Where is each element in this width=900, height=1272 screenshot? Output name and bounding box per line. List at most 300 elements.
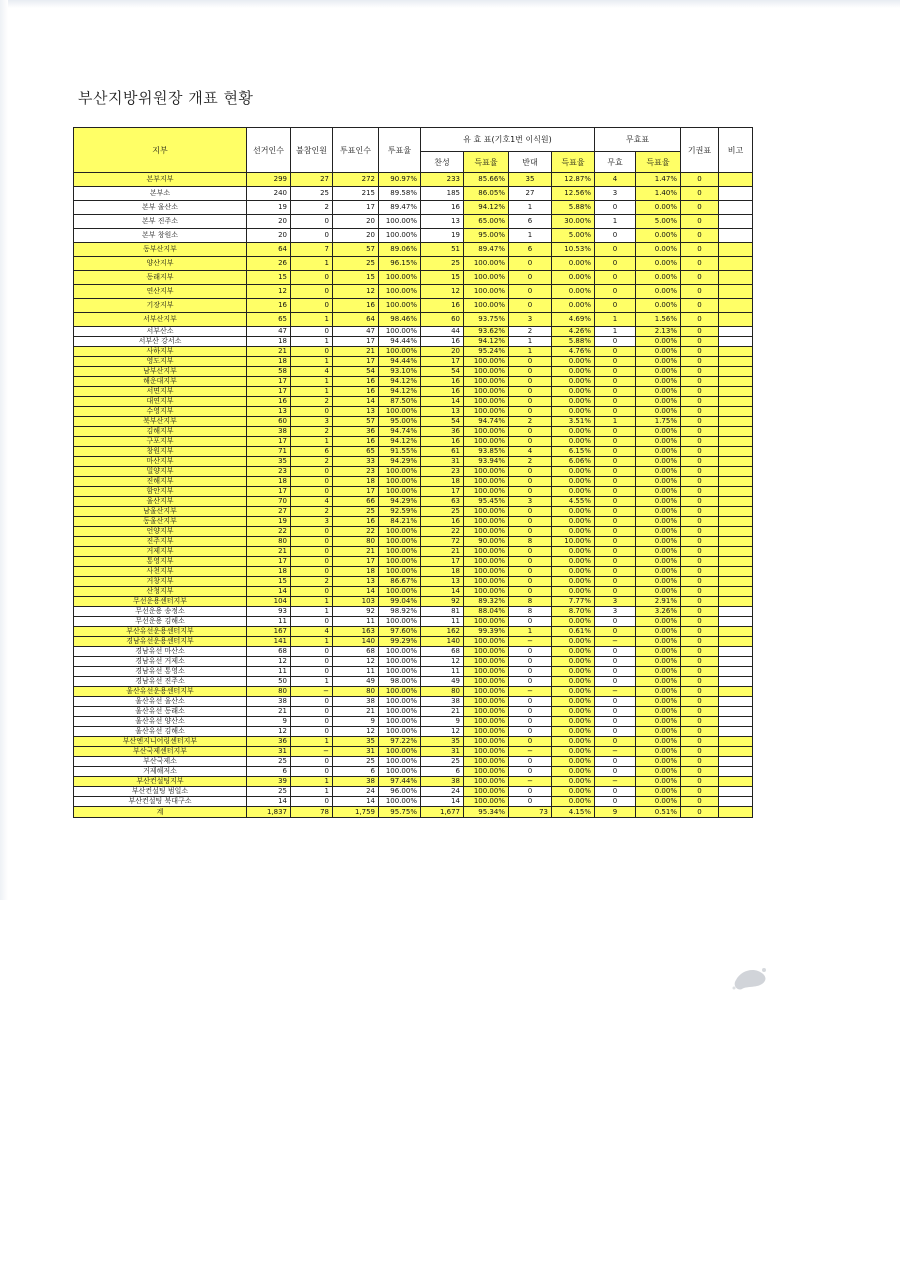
header-abstain: 기권표	[681, 128, 719, 173]
cell-voters: 33	[333, 457, 379, 467]
cell-abstain: 0	[681, 299, 719, 313]
cell-electors: 14	[247, 797, 291, 807]
table-row	[74, 447, 753, 457]
cell-invalid-rate: 0.00%	[636, 347, 681, 357]
cell-invalid: 0	[595, 647, 636, 657]
cell-absent: 0	[291, 467, 333, 477]
cell-turnout: 94.12%	[379, 437, 421, 447]
cell-turnout: 94.74%	[379, 427, 421, 437]
cell-absent: 1	[291, 313, 333, 327]
table-header	[74, 128, 753, 173]
cell-agree: 61	[421, 447, 464, 457]
cell-invalid: 0	[595, 517, 636, 527]
cell-agree-rate: 89.47%	[464, 243, 509, 257]
cell-absent: 0	[291, 697, 333, 707]
cell-agree-rate: 100.00%	[464, 727, 509, 737]
cell-note	[719, 357, 753, 367]
cell-disagree: −	[509, 747, 552, 757]
cell-voters: 12	[333, 285, 379, 299]
cell-agree-rate: 100.00%	[464, 667, 509, 677]
cell-absent: 3	[291, 517, 333, 527]
cell-invalid-rate: 0.00%	[636, 367, 681, 377]
cell-voters: 16	[333, 377, 379, 387]
cell-disagree: 0	[509, 787, 552, 797]
cell-agree: 13	[421, 577, 464, 587]
cell-agree: 60	[421, 313, 464, 327]
cell-name: 경남유선 거제소	[74, 657, 247, 667]
cell-voters: 16	[333, 437, 379, 447]
cell-absent: 2	[291, 457, 333, 467]
cell-disagree-rate: 0.00%	[552, 567, 595, 577]
cell-note	[719, 487, 753, 497]
cell-agree: 18	[421, 567, 464, 577]
cell-disagree: 0	[509, 547, 552, 557]
cell-disagree-rate: 0.00%	[552, 707, 595, 717]
cell-invalid: 0	[595, 587, 636, 597]
cell-invalid: 0	[595, 717, 636, 727]
table-row	[74, 527, 753, 537]
cell-turnout: 94.29%	[379, 497, 421, 507]
cell-invalid-rate: 0.00%	[636, 337, 681, 347]
cell-agree-rate: 100.00%	[464, 737, 509, 747]
cell-abstain: 0	[681, 747, 719, 757]
cell-electors: 22	[247, 527, 291, 537]
cell-electors: 65	[247, 313, 291, 327]
cell-turnout: 100.00%	[379, 271, 421, 285]
cell-absent: 1	[291, 357, 333, 367]
cell-voters: 54	[333, 367, 379, 377]
cell-voters: 57	[333, 243, 379, 257]
table-footer	[74, 807, 753, 818]
header-valid: 유 효 표(기호1번 이식원)	[421, 128, 595, 152]
cell-voters: 36	[333, 427, 379, 437]
table-row	[74, 357, 753, 367]
cell-abstain: 0	[681, 537, 719, 547]
cell-electors: 17	[247, 487, 291, 497]
cell-invalid: 3	[595, 187, 636, 201]
cell-disagree-rate: 0.00%	[552, 299, 595, 313]
cell-disagree: 4	[509, 447, 552, 457]
cell-disagree: 3	[509, 313, 552, 327]
cell-name: 김해지부	[74, 427, 247, 437]
cell-turnout: 100.00%	[379, 467, 421, 477]
table-row	[74, 747, 753, 757]
cell-abstain: 0	[681, 687, 719, 697]
cell-agree-rate: 100.00%	[464, 577, 509, 587]
cell-note	[719, 527, 753, 537]
cell-name: 서면지부	[74, 387, 247, 397]
cell-turnout: 100.00%	[379, 667, 421, 677]
cell-voters: 17	[333, 337, 379, 347]
cell-electors: 25	[247, 787, 291, 797]
cell-invalid: 0	[595, 737, 636, 747]
cell-disagree-rate: 12.87%	[552, 173, 595, 187]
cell-disagree: 6	[509, 243, 552, 257]
cell-agree-rate: 100.00%	[464, 747, 509, 757]
cell-agree: 36	[421, 427, 464, 437]
cell-absent: 0	[291, 567, 333, 577]
table-row	[74, 777, 753, 787]
cell-invalid: 1	[595, 215, 636, 229]
cell-disagree-rate: 0.00%	[552, 285, 595, 299]
cell-note	[719, 727, 753, 737]
header-agree: 찬성	[421, 152, 464, 173]
cell-agree: 72	[421, 537, 464, 547]
cell-voters: 13	[333, 577, 379, 587]
cell-voters: 9	[333, 717, 379, 727]
cell-electors: 14	[247, 587, 291, 597]
cell-invalid-rate: 0.00%	[636, 427, 681, 437]
cell-absent: 4	[291, 367, 333, 377]
cell-disagree-rate: 0.00%	[552, 487, 595, 497]
cell-turnout: 92.59%	[379, 507, 421, 517]
cell-disagree: 0	[509, 757, 552, 767]
cell-agree-rate: 100.00%	[464, 507, 509, 517]
cell-name: 무선운용 송정소	[74, 607, 247, 617]
cell-disagree: 0	[509, 587, 552, 597]
cell-turnout: 100.00%	[379, 299, 421, 313]
cell-invalid-rate: 0.00%	[636, 487, 681, 497]
cell-turnout: 98.00%	[379, 677, 421, 687]
cell-name: 거제지부	[74, 547, 247, 557]
cell-voters: 14	[333, 587, 379, 597]
cell-disagree: 0	[509, 487, 552, 497]
cell-invalid-rate: 0.00%	[636, 477, 681, 487]
table-row	[74, 367, 753, 377]
cell-note	[719, 271, 753, 285]
cell-invalid-rate: 1.75%	[636, 417, 681, 427]
cell-abstain: 0	[681, 347, 719, 357]
cell-turnout: 100.00%	[379, 567, 421, 577]
cell-invalid-rate: 0.00%	[636, 787, 681, 797]
cell-note	[719, 737, 753, 747]
cell-voters: 16	[333, 387, 379, 397]
cell-voters: 15	[333, 271, 379, 285]
cell-abstain: 0	[681, 557, 719, 567]
cell-agree: 14	[421, 797, 464, 807]
table-row	[74, 299, 753, 313]
cell-note	[719, 417, 753, 427]
cell-absent: 0	[291, 557, 333, 567]
cell-invalid-rate: 0.00%	[636, 647, 681, 657]
cell-disagree: 27	[509, 187, 552, 201]
table-row	[74, 467, 753, 477]
cell-invalid-rate: 0.00%	[636, 271, 681, 285]
cell-note	[719, 607, 753, 617]
cell-agree: 13	[421, 215, 464, 229]
cell-abstain: 0	[681, 397, 719, 407]
cell-electors: 11	[247, 667, 291, 677]
cell-agree: 19	[421, 229, 464, 243]
cell-note	[719, 313, 753, 327]
cell-name: 경남유선운용센터지부	[74, 637, 247, 647]
cell-agree: 18	[421, 477, 464, 487]
cell-electors: 60	[247, 417, 291, 427]
cell-electors: 17	[247, 387, 291, 397]
cell-agree: 31	[421, 457, 464, 467]
cell-agree: 14	[421, 587, 464, 597]
cell-agree-rate: 100.00%	[464, 657, 509, 667]
cell-agree: 92	[421, 597, 464, 607]
cell-abstain: 0	[681, 707, 719, 717]
cell-invalid-rate: 0.00%	[636, 447, 681, 457]
cell-electors: 47	[247, 327, 291, 337]
cell-agree-rate: 86.05%	[464, 187, 509, 201]
cell-name: 동울산지부	[74, 517, 247, 527]
cell-disagree: 0	[509, 367, 552, 377]
cell-invalid: 4	[595, 173, 636, 187]
cell-turnout: 97.60%	[379, 627, 421, 637]
cell-name: 무선운용센터지부	[74, 597, 247, 607]
cell-voters: 11	[333, 617, 379, 627]
cell-invalid: 3	[595, 597, 636, 607]
cell-abstain: 0	[681, 777, 719, 787]
cell-absent: 1	[291, 777, 333, 787]
cell-turnout: 91.55%	[379, 447, 421, 457]
cell-invalid: 3	[595, 607, 636, 617]
table-row	[74, 347, 753, 357]
cell-invalid-rate: 0.00%	[636, 397, 681, 407]
cell-turnout: 100.00%	[379, 797, 421, 807]
cell-name: 울산지부	[74, 497, 247, 507]
cell-disagree-rate: 0.00%	[552, 547, 595, 557]
cell-absent: 1	[291, 387, 333, 397]
header-disagree: 반대	[509, 152, 552, 173]
cell-invalid-rate: 0.00%	[636, 577, 681, 587]
cell-agree: 81	[421, 607, 464, 617]
table-row	[74, 417, 753, 427]
table-row	[74, 229, 753, 243]
cell-disagree-rate: 0.00%	[552, 767, 595, 777]
cell-turnout: 89.47%	[379, 201, 421, 215]
table-row	[74, 537, 753, 547]
table-row	[74, 271, 753, 285]
cell-agree: 11	[421, 617, 464, 627]
cell-voters: 31	[333, 747, 379, 757]
table-row	[74, 577, 753, 587]
cell-agree-rate: 100.00%	[464, 557, 509, 567]
cell-invalid-rate: 0.00%	[636, 657, 681, 667]
cell-voters: 12	[333, 657, 379, 667]
cell-absent: −	[291, 687, 333, 697]
cell-voters: 20	[333, 229, 379, 243]
cell-turnout: 89.06%	[379, 243, 421, 257]
cell-disagree-rate: 12.56%	[552, 187, 595, 201]
cell-absent: 0	[291, 327, 333, 337]
cell-invalid: −	[595, 777, 636, 787]
cell-electors: 19	[247, 517, 291, 527]
cell-turnout: 94.12%	[379, 387, 421, 397]
cell-name: 본부 울산소	[74, 201, 247, 215]
cell-turnout: 87.50%	[379, 397, 421, 407]
cell-note	[719, 547, 753, 557]
cell-abstain: 0	[681, 607, 719, 617]
cell-name: 동부산지부	[74, 243, 247, 257]
cell-turnout: 100.00%	[379, 727, 421, 737]
cell-electors: 6	[247, 767, 291, 777]
cell-abstain: 0	[681, 717, 719, 727]
scan-smudge-mark	[728, 962, 772, 992]
cell-invalid: 0	[595, 397, 636, 407]
cell-agree: 24	[421, 787, 464, 797]
cell-electors: 104	[247, 597, 291, 607]
cell-turnout: 94.29%	[379, 457, 421, 467]
cell-voters: 6	[333, 767, 379, 777]
cell-agree-rate: 100.00%	[464, 517, 509, 527]
cell-absent: 1	[291, 607, 333, 617]
cell-agree-rate: 100.00%	[464, 467, 509, 477]
cell-electors: 16	[247, 299, 291, 313]
cell-agree: 21	[421, 547, 464, 557]
cell-agree-rate: 89.32%	[464, 597, 509, 607]
cell-note	[719, 447, 753, 457]
cell-note	[719, 243, 753, 257]
cell-disagree-rate: 0.00%	[552, 647, 595, 657]
cell-name: 서부산소	[74, 327, 247, 337]
cell-disagree-rate: 0.00%	[552, 407, 595, 417]
cell-note	[719, 427, 753, 437]
header-invalid: 무효	[595, 152, 636, 173]
cell-disagree: 0	[509, 427, 552, 437]
cell-disagree-rate: 0.00%	[552, 477, 595, 487]
cell-name: 거창지부	[74, 577, 247, 587]
cell-invalid-rate: 0.00%	[636, 717, 681, 727]
cell-disagree-rate: 0.00%	[552, 617, 595, 627]
cell-voters: 38	[333, 697, 379, 707]
cell-voters: 17	[333, 201, 379, 215]
cell-invalid: 0	[595, 567, 636, 577]
cell-agree: 16	[421, 377, 464, 387]
table-row	[74, 377, 753, 387]
cell-invalid: 0	[595, 797, 636, 807]
cell-name: 영도지부	[74, 357, 247, 367]
cell-name: 경남유선 통영소	[74, 667, 247, 677]
cell-electors: 38	[247, 427, 291, 437]
table-row	[74, 767, 753, 777]
cell-abstain: 0	[681, 497, 719, 507]
cell-disagree: 0	[509, 667, 552, 677]
scan-edge-left	[0, 0, 8, 900]
cell-electors: 9	[247, 717, 291, 727]
cell-agree-rate: 100.00%	[464, 257, 509, 271]
cell-agree: 140	[421, 637, 464, 647]
total-abstain: 0	[681, 807, 719, 818]
cell-disagree: 1	[509, 337, 552, 347]
cell-disagree-rate: 8.70%	[552, 607, 595, 617]
cell-agree: 16	[421, 299, 464, 313]
total-invalid: 9	[595, 807, 636, 818]
cell-invalid-rate: 0.00%	[636, 517, 681, 527]
cell-invalid: 0	[595, 757, 636, 767]
cell-invalid-rate: 0.00%	[636, 387, 681, 397]
cell-note	[719, 637, 753, 647]
cell-abstain: 0	[681, 387, 719, 397]
cell-electors: 21	[247, 707, 291, 717]
cell-name: 본부지부	[74, 173, 247, 187]
cell-invalid-rate: 0.00%	[636, 727, 681, 737]
cell-voters: 35	[333, 737, 379, 747]
cell-agree-rate: 100.00%	[464, 767, 509, 777]
cell-name: 연산지부	[74, 285, 247, 299]
cell-note	[719, 567, 753, 577]
cell-note	[719, 507, 753, 517]
cell-note	[719, 667, 753, 677]
cell-invalid-rate: 0.00%	[636, 507, 681, 517]
cell-invalid-rate: 1.40%	[636, 187, 681, 201]
cell-invalid: 0	[595, 787, 636, 797]
cell-name: 사하지부	[74, 347, 247, 357]
cell-absent: 1	[291, 737, 333, 747]
cell-invalid-rate: 0.00%	[636, 757, 681, 767]
cell-agree: 9	[421, 717, 464, 727]
cell-note	[719, 787, 753, 797]
header-agree-rate: 득표율	[464, 152, 509, 173]
cell-invalid-rate: 0.00%	[636, 257, 681, 271]
cell-name: 울산유선 동래소	[74, 707, 247, 717]
cell-invalid: 0	[595, 229, 636, 243]
cell-disagree: 0	[509, 467, 552, 477]
cell-voters: 38	[333, 777, 379, 787]
cell-name: 본부 진주소	[74, 215, 247, 229]
cell-name: 사천지부	[74, 567, 247, 577]
cell-turnout: 84.21%	[379, 517, 421, 527]
cell-turnout: 94.12%	[379, 377, 421, 387]
table-body	[74, 173, 753, 807]
cell-abstain: 0	[681, 457, 719, 467]
cell-name: 언양지부	[74, 527, 247, 537]
cell-abstain: 0	[681, 327, 719, 337]
cell-name: 부산컨설팅지부	[74, 777, 247, 787]
cell-agree-rate: 88.04%	[464, 607, 509, 617]
cell-invalid: 0	[595, 577, 636, 587]
cell-invalid-rate: 0.00%	[636, 547, 681, 557]
cell-disagree-rate: 4.76%	[552, 347, 595, 357]
cell-invalid: 1	[595, 313, 636, 327]
cell-disagree-rate: 0.00%	[552, 677, 595, 687]
cell-note	[719, 757, 753, 767]
cell-note	[719, 285, 753, 299]
header-invalid-rate: 득표율	[636, 152, 681, 173]
cell-abstain: 0	[681, 243, 719, 257]
cell-voters: 14	[333, 797, 379, 807]
cell-electors: 15	[247, 271, 291, 285]
cell-note	[719, 477, 753, 487]
cell-name: 무선운용 김해소	[74, 617, 247, 627]
table-row	[74, 387, 753, 397]
cell-electors: 20	[247, 229, 291, 243]
cell-absent: 27	[291, 173, 333, 187]
cell-invalid: 0	[595, 337, 636, 347]
cell-invalid-rate: 0.00%	[636, 357, 681, 367]
cell-agree: 23	[421, 467, 464, 477]
cell-name: 동래지부	[74, 271, 247, 285]
table-row	[74, 637, 753, 647]
cell-disagree-rate: 4.69%	[552, 313, 595, 327]
cell-disagree: 3	[509, 497, 552, 507]
cell-absent: 2	[291, 507, 333, 517]
table-row	[74, 687, 753, 697]
cell-invalid: 0	[595, 447, 636, 457]
table-row	[74, 337, 753, 347]
cell-turnout: 100.00%	[379, 327, 421, 337]
cell-turnout: 99.29%	[379, 637, 421, 647]
table-row	[74, 607, 753, 617]
cell-agree-rate: 100.00%	[464, 285, 509, 299]
cell-disagree: 0	[509, 527, 552, 537]
cell-absent: 0	[291, 547, 333, 557]
table-row	[74, 597, 753, 607]
cell-absent: 1	[291, 677, 333, 687]
